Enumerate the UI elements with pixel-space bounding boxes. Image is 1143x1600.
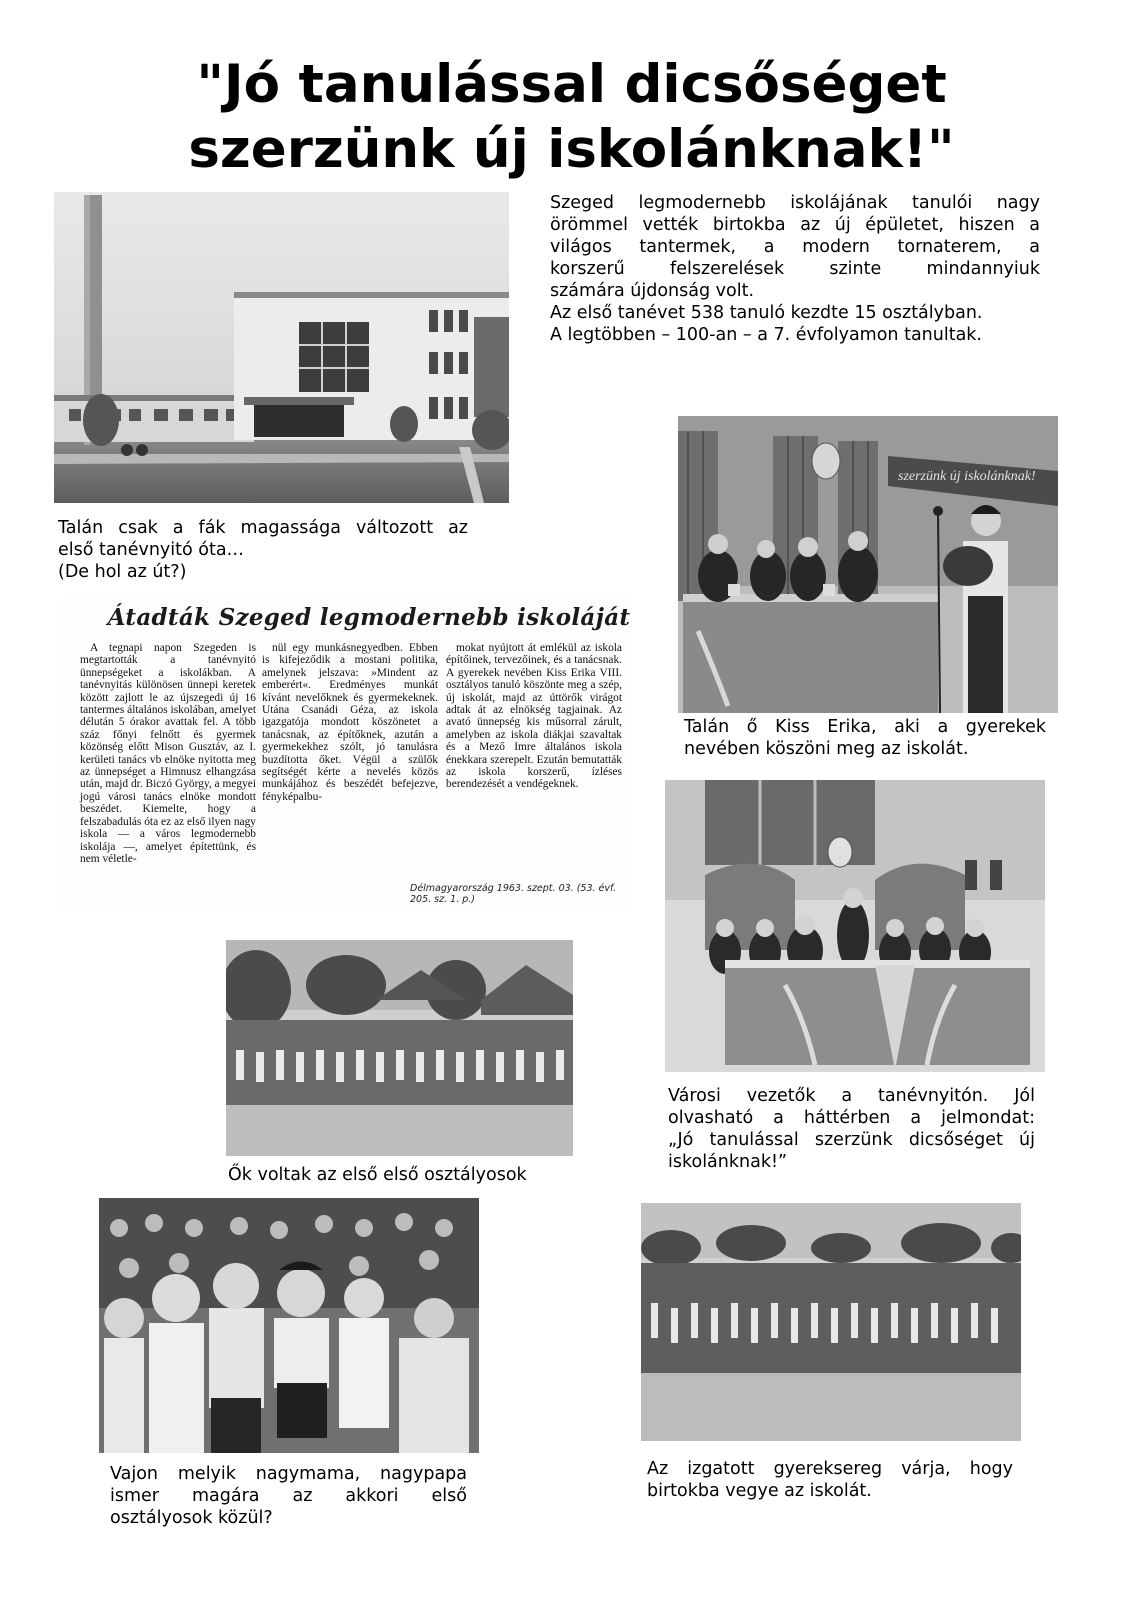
caption-line: osztályosok közül? [110, 1508, 273, 1528]
caption-line: első tanévnyitó óta… [58, 540, 245, 560]
clipping-column-2 [262, 642, 438, 882]
intro-line: világos tantermek, a modern tornaterem, a [550, 237, 1040, 257]
page-title [0, 52, 1143, 182]
clipping-column-1 [80, 642, 256, 865]
intro-line: Szeged legmodernebb iskolájának tanulói nagy [550, 193, 1040, 213]
intro-text [550, 192, 1040, 346]
caption-line: Talán ő Kiss Erika, aki a gyerekek [684, 717, 1046, 737]
caption-line: Városi vezetők a tanévnyitón. Jól [668, 1086, 1035, 1106]
children-closeup-photo [99, 1198, 479, 1453]
trees-caption [58, 517, 468, 583]
clipping-paragraph: mokat nyújtott át emlékül az iskola építőinek, tervezőinek, és a tanácsnak. A gyerekek nevében Kiss Erika VIII. osztályos tanuló köszönte meg a szép, új iskolát, majd az úttörők virágot adtak át az elnökség tagjainak. Az avató ünnepség kis műsorral zárult, amelyben az iskola diákjai szavaltak és a Mező Imre általános iskola énekkara szerepelt. Ezután bemutatták az iskola korszerű, ízléses berendezését a vendégeknek. [446, 642, 622, 791]
banner-text: szerzünk új iskolánknak! [898, 469, 1036, 484]
clipping-paragraph: nül egy munkásnegyedben. Ebben is kifejeződik a mostani politika, amelynek jelszava: »Mindent az emberért«. Eredményes munkát kívánt nevelőknek és gyermekeknek. Utána Csanádi Géza, az iskola igazgatója mondott köszönetet a tanácsnak, az építőknek, azután a gyermekekhez szólt, jó tanulásra buzdította őket. Végül a szülők segítségét kérte a nevelés közös munkájához és beszédét befejezve, fényképalbu- [262, 642, 438, 803]
intro-line: örömmel vették birtokba az új épületet, hiszen a [550, 215, 1040, 235]
caption-line: „Jó tanulással szerzünk dicsőséget új [668, 1130, 1035, 1150]
intro-line: korszerű felszerelések szinte mindannyiuk [550, 259, 1040, 279]
city-leaders-photo [665, 780, 1045, 1072]
clipping-headline: Átadták Szeged legmodernebb iskoláját [107, 604, 631, 631]
speaker-photo [678, 416, 1058, 713]
caption-line: olvasható a háttérben a jelmondat: [668, 1108, 1035, 1128]
caption-line: nevében köszöni meg az iskolát. [684, 739, 969, 759]
school-building-photo [54, 192, 509, 503]
intro-line: számára újdonság volt. [550, 281, 755, 301]
erika-caption [684, 716, 1046, 760]
title-line-2: szerzünk új iskolánknak!" [188, 119, 955, 180]
caption-line: Az izgatott gyereksereg várja, hogy [647, 1459, 1013, 1479]
newspaper-clipping [62, 598, 632, 910]
title-line-1: "Jó tanulással dicsőséget [196, 54, 947, 115]
crowd-photo [641, 1203, 1021, 1441]
caption-line: Talán csak a fák magassága változott az [58, 518, 468, 538]
first-graders-photo [226, 940, 573, 1156]
intro-line: A legtöbben – 100-an – a 7. évfolyamon tanultak. [550, 325, 982, 345]
caption-line: birtokba vegye az iskolát. [647, 1481, 872, 1501]
leaders-caption [668, 1085, 1035, 1173]
caption-line: iskolánknak!” [668, 1152, 788, 1172]
crowd-caption [647, 1458, 1013, 1502]
grandparents-caption [110, 1463, 467, 1529]
clipping-source: Délmagyarország 1963. szept. 03. (53. évf. 205. sz. 1. p.) [410, 883, 617, 905]
first-graders-caption: Ők voltak az első első osztályosok [228, 1165, 527, 1185]
caption-line: Vajon melyik nagymama, nagypapa [110, 1464, 467, 1484]
caption-line: ismer magára az akkori első [110, 1486, 467, 1506]
caption-line: (De hol az út?) [58, 562, 187, 582]
intro-line: Az első tanévet 538 tanuló kezdte 15 osztályban. [550, 303, 983, 323]
clipping-paragraph: A tegnapi napon Szegeden is megtartották a tanévnyitó ünnepségeket a iskolákban. A tanévnyitás különösen ünnepi keretek között zajlott le az újszegedi új 16 tantermes általános iskolában, amelyet délután 5 órakor avattak fel. A több száz főnyi felnőtt és gyermek közönség előtt Mison Gusztáv, az I. kerületi tanács vb elnöke nyitotta meg az ünnepséget a Himnusz elhangzása után, majd dr. Biczó György, a megyei jogú városi tanács elnöke mondott beszédet. Kiemelte, hogy a felszabadulás óta ez az első ilyen nagy iskola — a város legmodernebb iskolája —, amelyet építettünk, és nem véletle- [80, 642, 256, 865]
clipping-column-3 [446, 642, 622, 882]
